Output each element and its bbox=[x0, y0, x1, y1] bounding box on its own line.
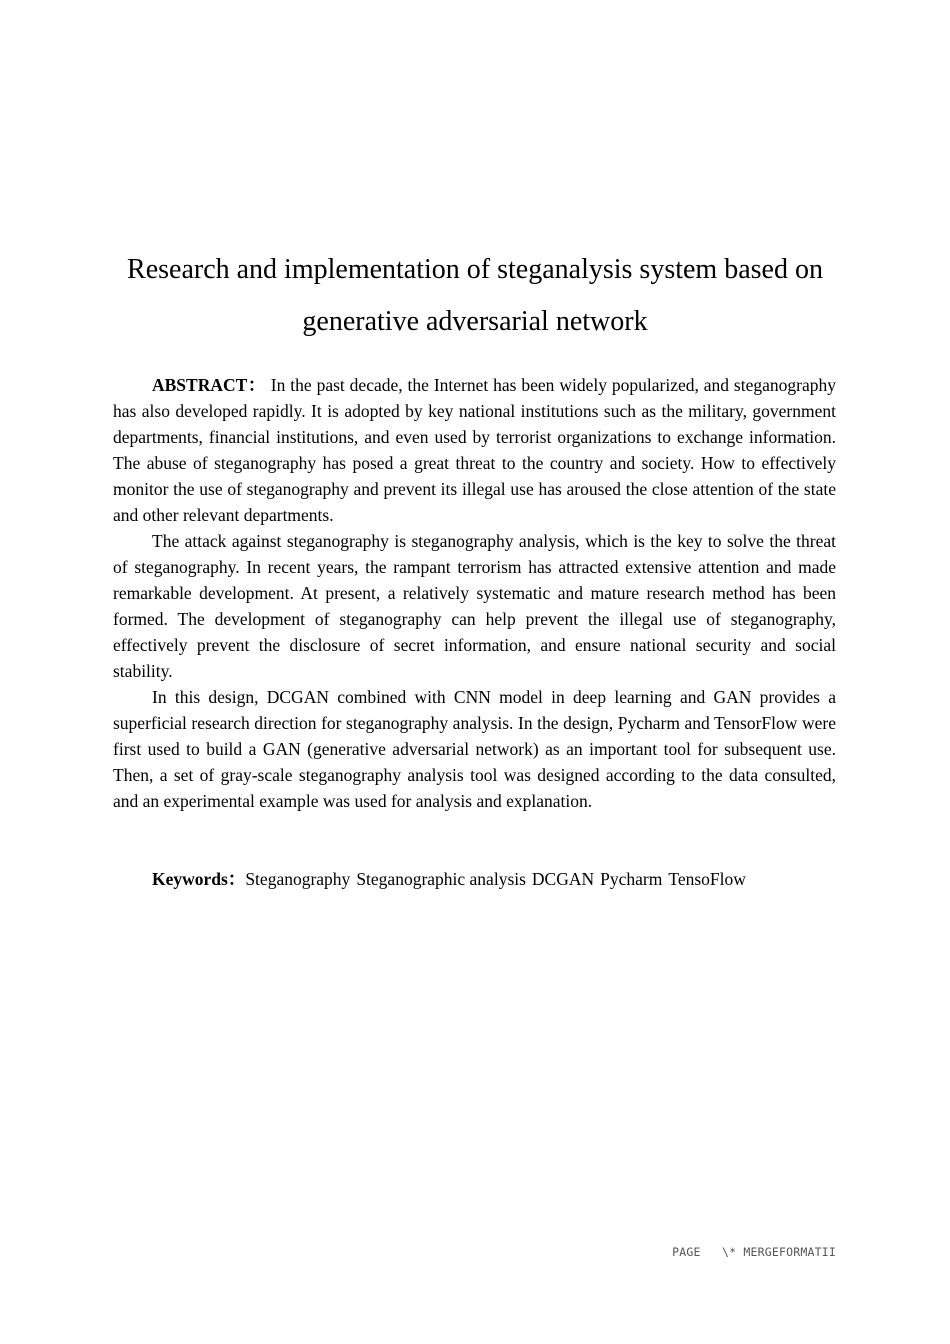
keyword-item: Steganographic analysis bbox=[356, 869, 526, 889]
abstract-paragraph-1-text: In the past decade, the Internet has been widely popularized, and steganography has also developed rapidly. It is adopted by key national institutions such as the military, government departments, financial institutions, and even used by terrorist organizations to exchange information. The abuse of steganography has posed a great threat to the country and society. How to effectively monitor the use of steganography and prevent its illegal use has aroused the close attention of the state and other relevant departments. bbox=[113, 375, 836, 525]
keywords-line bbox=[113, 866, 836, 892]
page-footer-field-code: PAGE \* MERGEFORMATII bbox=[672, 1245, 836, 1259]
abstract-section bbox=[113, 372, 836, 814]
keyword-item: DCGAN bbox=[531, 869, 595, 889]
keyword-item: Pycharm bbox=[600, 869, 663, 889]
document-title: Research and implementation of steganalysis system based on generative adversarial network bbox=[127, 254, 823, 337]
keyword-item: TensoFlow bbox=[668, 869, 746, 889]
abstract-label: ABSTRACT： bbox=[152, 375, 266, 395]
keywords-label: Keywords： bbox=[152, 869, 246, 889]
abstract-paragraph-3: In this design, DCGAN combined with CNN model in deep learning and GAN provides a superficial research direction for steganography analysis. In the design, Pycharm and TensorFlow were first used to build a GAN (generative adversarial network) as an important tool for subsequent use. Then, a set of gray-scale steganography analysis tool was designed according to the data consulted, and an experimental example was used for analysis and explanation. bbox=[113, 687, 836, 811]
keyword-item: Steganography bbox=[245, 869, 351, 889]
abstract-paragraph-1 bbox=[113, 372, 836, 528]
abstract-paragraph-2: The attack against steganography is steganography analysis, which is the key to solve the threat of steganography. In recent years, the rampant terrorism has attracted extensive attention and made remarkable development. At present, a relatively systematic and mature research method has been formed. The development of steganography can help prevent the illegal use of steganography, effectively prevent the disclosure of secret information, and ensure national security and social stability. bbox=[113, 531, 836, 681]
